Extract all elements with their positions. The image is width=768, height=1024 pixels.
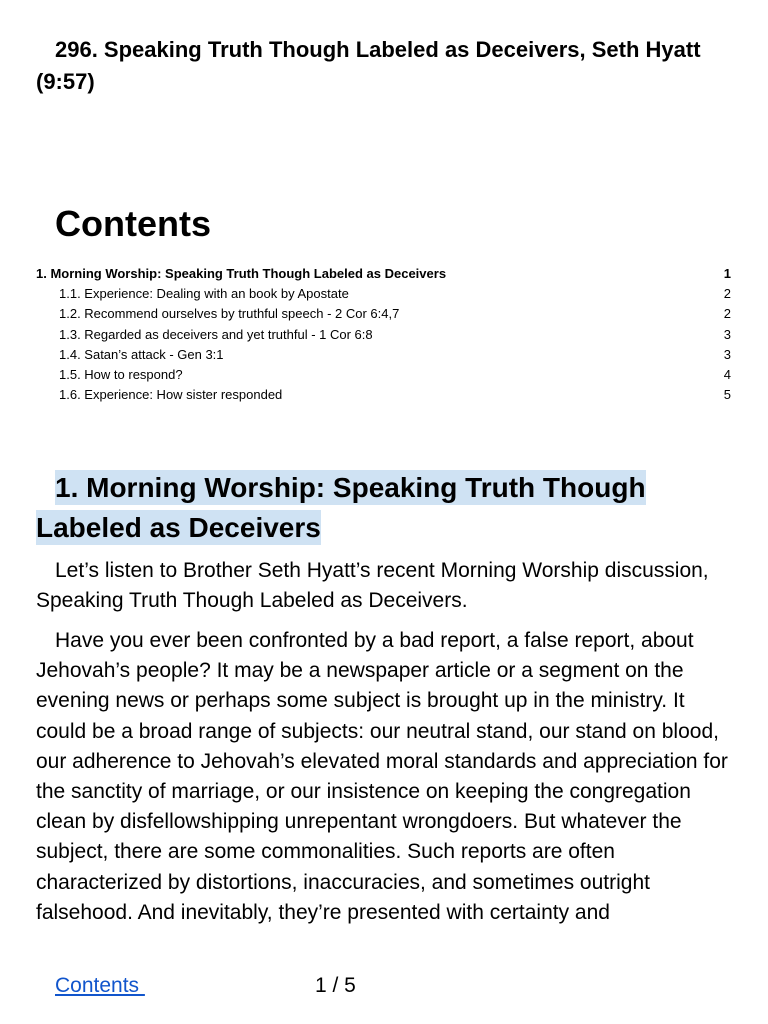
toc-entry-page-number: 2 bbox=[723, 306, 731, 322]
toc-entry-label: 1. Morning Worship: Speaking Truth Though Labeled as Deceivers bbox=[36, 266, 447, 281]
toc-entry-1-6[interactable] bbox=[36, 385, 731, 405]
contents-link[interactable]: Contents bbox=[55, 974, 145, 997]
toc-entry-label: 1.3. Regarded as deceivers and yet truthful - 1 Cor 6:8 bbox=[59, 326, 373, 342]
toc-entry-page-number: 1 bbox=[723, 266, 731, 281]
toc-entry-page-number: 3 bbox=[723, 346, 731, 362]
body-paragraph-2: Have you ever been confronted by a bad report, a false report, about Jehovah’s people? It may be a newspaper article or a segment on the evening news or perhaps some subject is brought up in the ministry. It could be a broad range of subjects: our neutral stand, our stand on blood, our adherence to Jehovah’s elevated moral standards and appreciation for the sanctity of marriage, or our insistence on keeping the congregation clean by disfellowshipping unrepentant wrongdoers. But whatever the subject, there are some commonalities. Such reports are often characterized by distortions, inaccuracies, and sometimes outright falsehood. And inevitably, they’re presented with certainty and bbox=[36, 629, 728, 924]
toc-entry-1-2[interactable] bbox=[36, 304, 731, 324]
toc-entry-page-number: 3 bbox=[723, 326, 731, 342]
toc-entry-1-3[interactable] bbox=[36, 325, 731, 345]
toc-entry-1-4[interactable] bbox=[36, 345, 731, 365]
toc-entry-1-5[interactable] bbox=[36, 365, 731, 385]
toc-entry-label: 1.2. Recommend ourselves by truthful speech - 2 Cor 6:4,7 bbox=[59, 306, 400, 322]
toc-entry-page-number: 4 bbox=[723, 366, 731, 382]
toc-entry-label: 1.4. Satan’s attack - Gen 3:1 bbox=[59, 346, 224, 362]
page-indicator: 1 / 5 bbox=[315, 974, 356, 997]
toc-entry-1-1[interactable] bbox=[36, 284, 731, 304]
toc-entry-1[interactable] bbox=[36, 264, 731, 284]
toc-entry-label: 1.1. Experience: Dealing with an book by Apostate bbox=[59, 286, 349, 302]
toc-entry-page-number: 2 bbox=[723, 286, 731, 302]
contents-heading: Contents bbox=[55, 203, 211, 244]
table-of-contents bbox=[36, 264, 731, 405]
toc-entry-label: 1.5. How to respond? bbox=[59, 366, 183, 382]
document-title: 296. Speaking Truth Though Labeled as Deceivers, Seth Hyatt (9:57) bbox=[36, 37, 701, 94]
section-heading bbox=[36, 468, 726, 548]
section-heading-highlight: 1. Morning Worship: Speaking Truth Though Labeled as Deceivers bbox=[36, 472, 646, 543]
body-paragraph-1: Let’s listen to Brother Seth Hyatt’s recent Morning Worship discussion, Speaking Truth Though Labeled as Deceivers. bbox=[36, 559, 709, 613]
toc-entry-label: 1.6. Experience: How sister responded bbox=[59, 387, 283, 403]
toc-entry-page-number: 5 bbox=[723, 387, 731, 403]
